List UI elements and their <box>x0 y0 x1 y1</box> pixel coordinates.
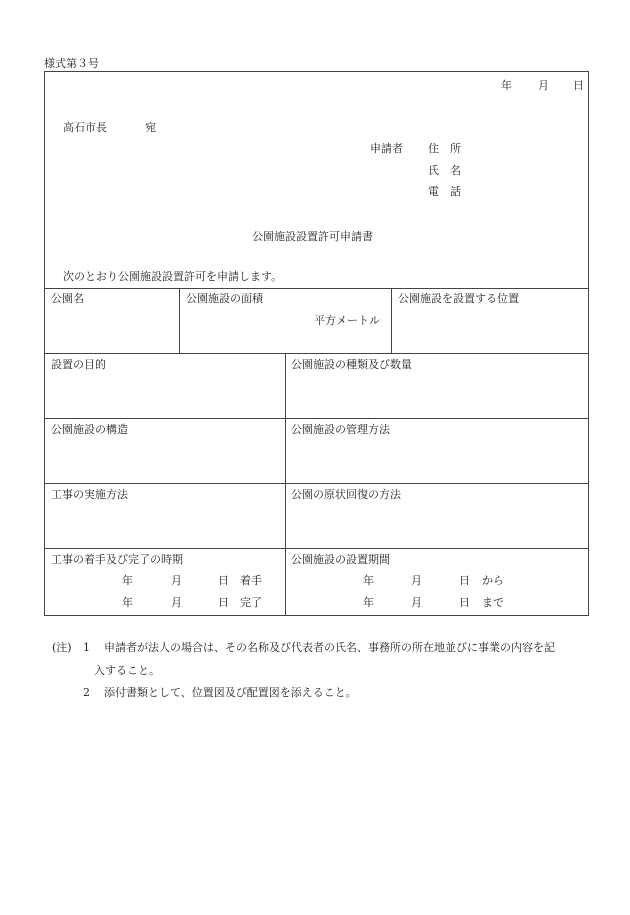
row-divider <box>44 548 589 549</box>
document-title: 公園施設設置許可申請書 <box>252 230 373 243</box>
applicant-label: 申請者 <box>370 142 403 155</box>
installation-period-label: 公園施設の設置期間 <box>291 553 390 566</box>
row-divider <box>44 483 589 484</box>
row-divider <box>44 353 589 354</box>
form-number: 様式第３号 <box>44 57 99 70</box>
until-day: 日 <box>459 596 470 609</box>
structure-label: 公園施設の構造 <box>51 423 128 436</box>
column-divider <box>285 353 286 615</box>
applicant-address-label: 住 所 <box>428 142 461 155</box>
park-name-label: 公園名 <box>51 292 84 305</box>
restoration-label: 公園の原状回復の方法 <box>291 488 401 501</box>
applicant-phone-label: 電 話 <box>428 185 461 198</box>
note-1-text: 申請者が法人の場合は、その名称及び代表者の氏名、事務所の所在地並びに事業の内容を記 <box>104 641 555 654</box>
until-month: 月 <box>411 596 422 609</box>
from-label: から <box>482 574 504 587</box>
start-month: 月 <box>171 574 182 587</box>
until-year: 年 <box>363 596 374 609</box>
type-quantity-label: 公園施設の種類及び数量 <box>291 358 412 371</box>
note-2-text: 添付書類として、位置図及び配置図を添えること。 <box>104 686 357 699</box>
application-form <box>44 71 589 616</box>
column-divider <box>179 288 180 353</box>
end-label: 完了 <box>240 596 262 609</box>
location-label: 公園施設を設置する位置 <box>398 292 519 305</box>
notes-label: (注) <box>52 641 72 654</box>
note-2-number: 2 <box>83 686 90 699</box>
from-day: 日 <box>459 574 470 587</box>
applicant-name-label: 氏 名 <box>428 164 461 177</box>
start-label: 着手 <box>240 574 262 587</box>
addressee-name: 高石市長 <box>63 121 107 134</box>
end-month: 月 <box>171 596 182 609</box>
row-divider <box>44 418 589 419</box>
end-day: 日 <box>218 596 229 609</box>
date-day: 日 <box>573 79 584 92</box>
construction-period-label: 工事の着手及び完了の時期 <box>51 553 183 566</box>
note-1-text-continued: 入すること。 <box>94 664 160 677</box>
from-year: 年 <box>363 574 374 587</box>
date-month: 月 <box>538 79 549 92</box>
intro-text: 次のとおり公園施設設置許可を申請します。 <box>63 270 283 283</box>
note-1-number: 1 <box>83 641 90 654</box>
facility-area-label: 公園施設の面積 <box>186 292 263 305</box>
management-label: 公園施設の管理方法 <box>291 423 390 436</box>
from-month: 月 <box>411 574 422 587</box>
construction-method-label: 工事の実施方法 <box>51 488 128 501</box>
column-divider <box>391 288 392 353</box>
end-year: 年 <box>122 596 133 609</box>
area-unit: 平方メートル <box>314 314 380 327</box>
purpose-label: 設置の目的 <box>51 358 106 371</box>
start-day: 日 <box>218 574 229 587</box>
date-year: 年 <box>501 79 512 92</box>
addressee-suffix: 宛 <box>145 121 156 134</box>
start-year: 年 <box>122 574 133 587</box>
until-label: まで <box>482 596 504 609</box>
row-divider <box>44 288 589 289</box>
